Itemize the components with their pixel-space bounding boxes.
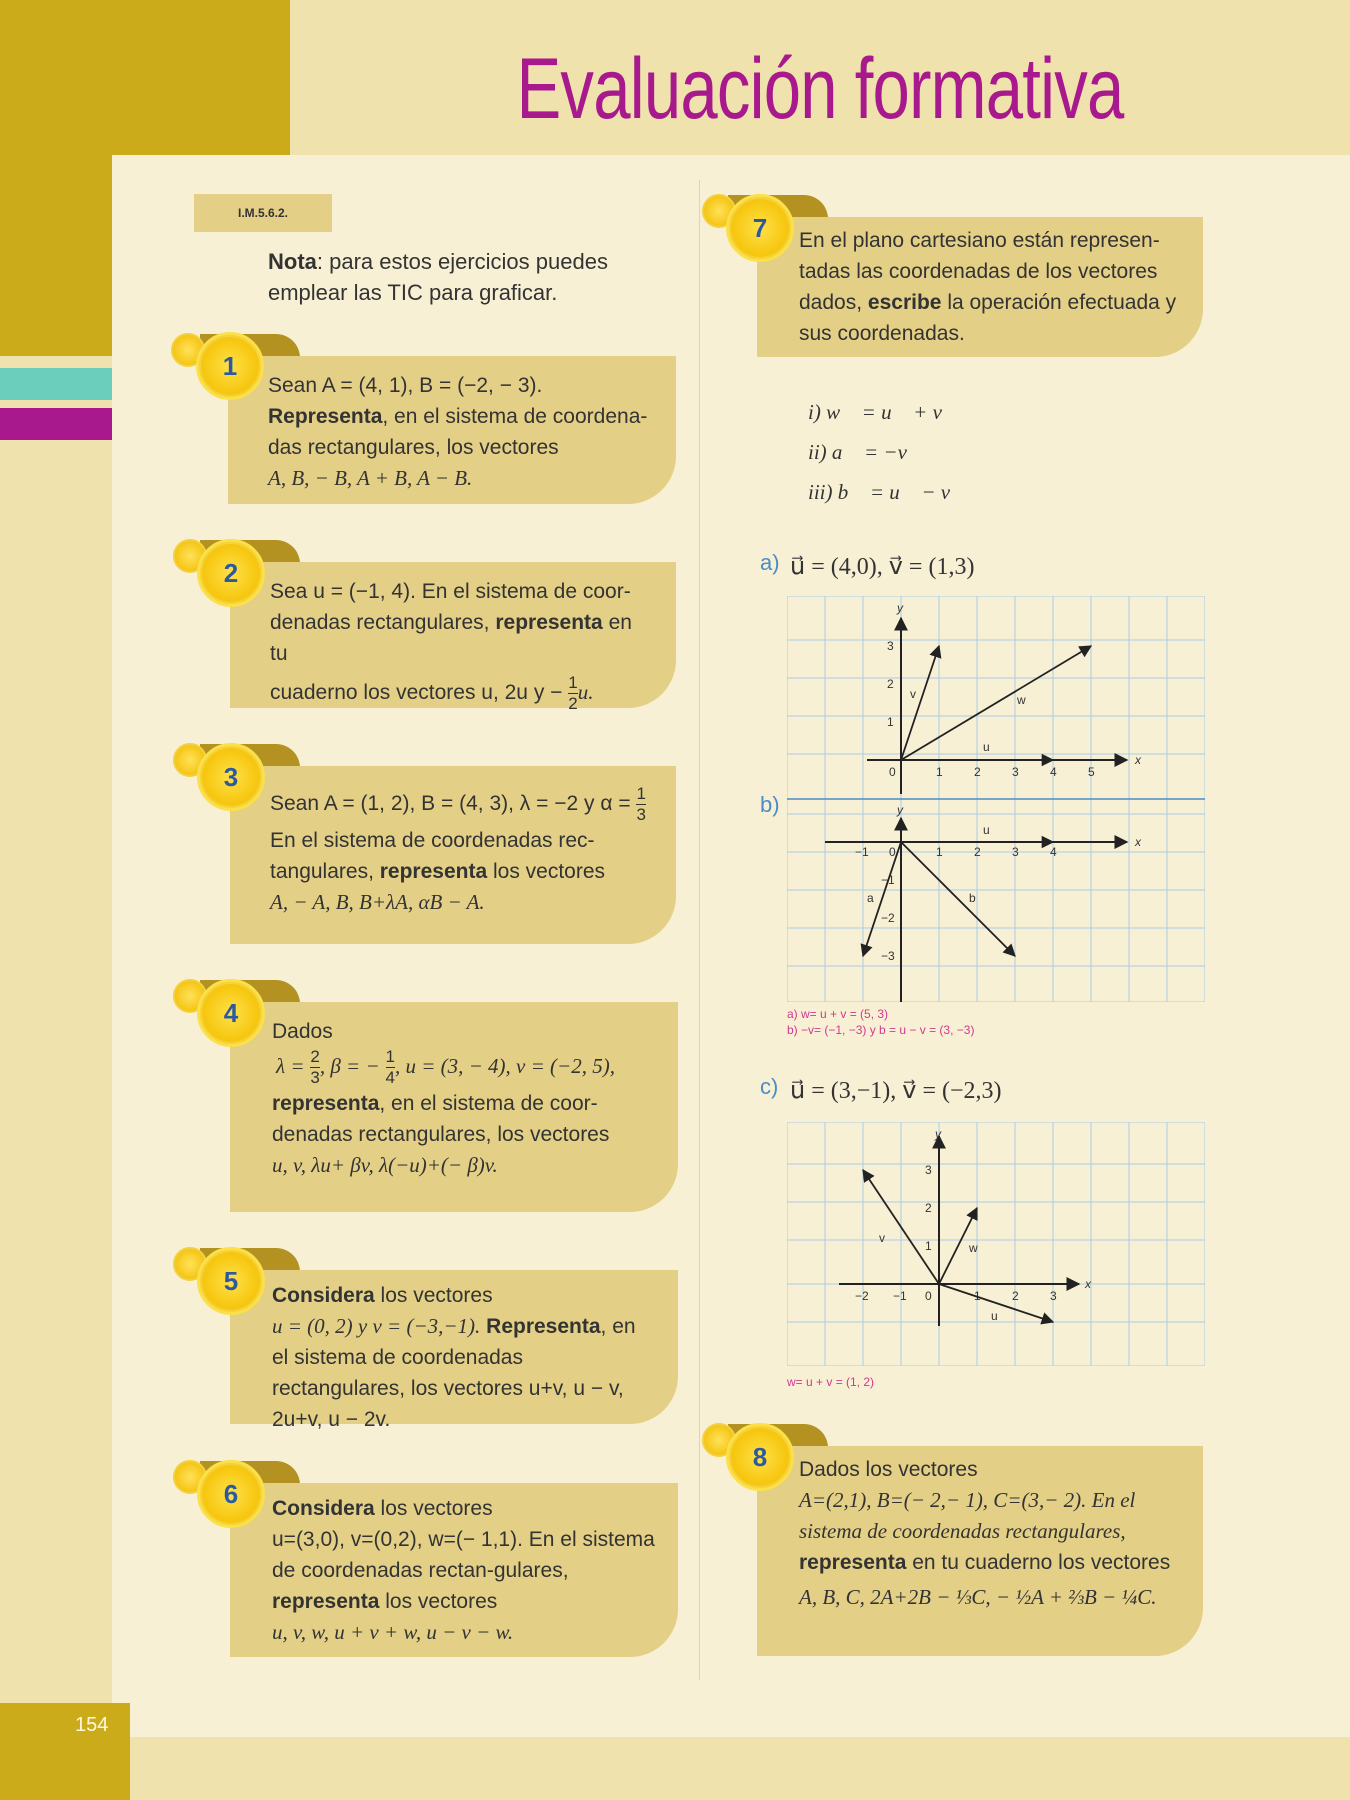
svg-text:x: x: [1085, 1277, 1091, 1291]
vector-v: [901, 646, 939, 760]
e2-frac-den: 2: [568, 693, 578, 713]
e2-line3: cuaderno los vectores u, 2u y −: [270, 681, 563, 704]
e3-frac-den: 3: [636, 805, 646, 824]
e2-fraction: [568, 673, 577, 714]
svg-text:2: 2: [925, 1201, 932, 1215]
label-w: w: [969, 1241, 978, 1255]
exercise-7-number: 7: [726, 194, 794, 262]
e2-bold: representa: [495, 611, 603, 634]
e4-line4: u, v, λu+ βv, λ(−u)+(− β)v.: [272, 1153, 498, 1177]
e4-line3: , en el sistema de coor-denadas rectangulares, los vectores: [272, 1092, 610, 1146]
e4-f1-den: 3: [310, 1068, 320, 1087]
exercise-4-number: 4: [197, 979, 265, 1047]
label-w: w: [1017, 693, 1026, 707]
svg-text:3: 3: [1012, 845, 1019, 859]
label-u: u: [983, 740, 990, 754]
graph-b-label: b): [760, 792, 780, 817]
page-number: 154: [75, 1714, 109, 1736]
label-b: b: [969, 891, 976, 905]
e5-bold1: Considera: [272, 1284, 375, 1307]
graph-c-label: c): [760, 1074, 779, 1099]
operations-list: [808, 392, 966, 512]
label-v: v: [910, 687, 916, 701]
e3-line4: A, − A, B, B+λA, αB − A.: [270, 890, 485, 914]
svg-text:0: 0: [889, 765, 896, 779]
e1-line3: A, B, − B, A + B, A − B.: [268, 466, 473, 490]
svg-text:−2: −2: [881, 911, 895, 925]
graph-c-vectors: [863, 1170, 1053, 1322]
exercise-5-number: 5: [197, 1247, 265, 1315]
svg-text:1: 1: [887, 715, 894, 729]
e3-line3: los vectores: [492, 860, 606, 883]
graph-b-vectors: [863, 842, 1053, 956]
svg-text:−3: −3: [881, 949, 895, 963]
graph-a-vectors: [901, 646, 1091, 760]
e7-bold: escribe: [867, 291, 942, 314]
svg-text:3: 3: [887, 639, 894, 653]
note-bold: Nota: [268, 249, 317, 274]
answer-a: a) w= u + v = (5, 3): [787, 1007, 889, 1021]
teal-stripe: [0, 368, 112, 400]
e4-rest: , u = (3, − 4), v = (−2, 5),: [394, 1054, 615, 1079]
answer-b: b) −v= (−1, −3) y b = u − v = (3, −3): [787, 1023, 975, 1037]
svg-text:x: x: [1135, 835, 1141, 849]
answer-ab: [787, 1006, 974, 1038]
svg-text:0: 0: [925, 1289, 932, 1303]
e5-line2: u = (0, 2) y v = (−3,−1).: [272, 1314, 481, 1338]
svg-text:y: y: [897, 803, 903, 817]
e3-line1: Sean A = (1, 2), B = (4, 3), λ = −2 y α =: [270, 792, 631, 816]
exercise-1-number: 1: [196, 332, 264, 400]
note-text: [268, 246, 688, 308]
e4-f2-den: 4: [385, 1068, 395, 1087]
graph-c-axes: [839, 1127, 1092, 1326]
e2-frac-num: 1: [568, 672, 578, 692]
e4-bold: representa: [272, 1092, 380, 1115]
e8-line2: A=(2,1), B=(− 2,− 1), C=(3,− 2). En el sistema de coordenadas rectangulares,: [799, 1488, 1136, 1543]
e4-f2-num: 1: [385, 1047, 395, 1066]
exercise-6-card: [230, 1483, 678, 1657]
e6-bold1: Considera: [272, 1497, 375, 1520]
exercise-2-number: 2: [197, 539, 265, 607]
svg-text:y: y: [935, 1127, 941, 1141]
e1-line1: Sean A = (4, 1), B = (−2, − 3).: [268, 374, 543, 397]
exercise-8-card: [757, 1446, 1203, 1656]
vector-b: [901, 842, 1015, 956]
e8-line4: A, B, C, 2A+2B − ⅓C, − ½A + ⅔B − ¼C.: [799, 1585, 1157, 1609]
e4-beta: , β = −: [319, 1054, 380, 1079]
e5-bold2: Representa: [486, 1315, 601, 1338]
e3-line2: En el sistema de coordenadas rec-tangulares,: [270, 829, 595, 883]
e1-line2: , en el sistema de coordena-das rectangulares, los vectores: [268, 405, 648, 459]
e4-fraction-1: [310, 1047, 319, 1088]
exercise-3-card: [230, 766, 676, 944]
page-title: Evaluación formativa: [516, 41, 1124, 137]
e4-fraction-2: [386, 1047, 395, 1088]
e2-line2: en tu: [270, 611, 632, 665]
column-divider: [699, 180, 700, 1680]
svg-text:1: 1: [925, 1239, 932, 1253]
svg-text:4: 4: [1050, 845, 1057, 859]
svg-text:1: 1: [936, 765, 943, 779]
svg-text:5: 5: [1088, 765, 1095, 779]
e7-line2: la operación efectuada y sus coordenadas.: [799, 291, 1177, 345]
svg-text:0: 0: [889, 845, 896, 859]
exercise-2-card: [230, 562, 676, 713]
curriculum-code: I.M.5.6.2.: [194, 194, 332, 232]
e2-line1: Sea u = (−1, 4). En el sistema de coor-denadas rectangulares,: [270, 580, 631, 634]
svg-text:3: 3: [1012, 765, 1019, 779]
e6-line1: los vectores: [380, 1497, 493, 1520]
svg-text:x: x: [1135, 753, 1141, 767]
e8-line1: Dados los vectores: [799, 1458, 978, 1481]
svg-text:y: y: [897, 601, 903, 615]
e8-bold: representa: [799, 1551, 907, 1574]
e6-line4: u, v, w, u + v + w, u − v − w.: [272, 1620, 514, 1644]
svg-text:2: 2: [974, 845, 981, 859]
graph-a-label: a): [760, 550, 780, 575]
svg-text:−2: −2: [855, 1289, 869, 1303]
label-v: v: [879, 1231, 885, 1245]
svg-text:−1: −1: [855, 845, 869, 859]
svg-text:−1: −1: [893, 1289, 907, 1303]
exercise-7-card: [757, 217, 1203, 357]
exercise-3-number: 3: [197, 743, 265, 811]
graph-c-vectors: u⃗ = (3,−1), v⃗ = (−2,3): [790, 1078, 1002, 1104]
e4-f1-num: 2: [310, 1047, 320, 1066]
magenta-stripe: [0, 408, 112, 440]
operation-item: iii) b⃗ = u⃗ − v⃗: [808, 480, 967, 504]
exercise-1-card: [228, 356, 676, 504]
svg-text:2: 2: [974, 765, 981, 779]
e6-line2: u=(3,0), v=(0,2), w=(− 1,1). En el sistema de coordenadas rectan-gulares,: [272, 1528, 655, 1582]
page-footer-band: [0, 1703, 130, 1800]
operation-item: i) w⃗ = u⃗ + v⃗: [808, 400, 959, 424]
svg-text:−1: −1: [881, 873, 895, 887]
svg-text:2: 2: [887, 677, 894, 691]
e4-line1: Dados: [272, 1020, 333, 1043]
svg-text:1: 1: [936, 845, 943, 859]
e1-bold: Representa: [268, 405, 383, 428]
svg-text:4: 4: [1050, 765, 1057, 779]
label-u: u: [983, 823, 990, 837]
graph-ab: [787, 596, 1205, 1002]
e3-fraction: [636, 784, 645, 825]
operation-item: ii) a⃗ = −v⃗: [808, 440, 924, 464]
vector-w: [901, 646, 1091, 760]
answer-c: w= u + v = (1, 2): [787, 1375, 875, 1389]
svg-text:2: 2: [1012, 1289, 1019, 1303]
svg-text:3: 3: [1050, 1289, 1057, 1303]
graph-c: [787, 1122, 1205, 1366]
e2-line3b: u.: [577, 680, 594, 704]
graph-a-vectors: u⃗ = (4,0), v⃗ = (1,3): [790, 554, 975, 580]
e6-line3: los vectores: [385, 1590, 498, 1613]
e6-bold2: representa: [272, 1590, 380, 1613]
svg-text:1: 1: [974, 1289, 981, 1303]
svg-text:3: 3: [925, 1163, 932, 1177]
label-u: u: [991, 1309, 998, 1323]
e3-bold: representa: [379, 860, 488, 883]
exercise-8-number: 8: [726, 1423, 794, 1491]
e5-line3: , en el sistema de coordenadas rectangulares, los vectores u+v, u − v, 2u+v, u − 2v.: [272, 1315, 636, 1431]
exercise-4-card: [230, 1002, 678, 1212]
grid: [787, 1122, 1205, 1366]
e8-line3: en tu cuaderno los vectores: [912, 1551, 1171, 1574]
note-body: : para estos ejercicios puedes emplear las TIC para graficar.: [268, 249, 608, 305]
exercise-6-number: 6: [197, 1460, 265, 1528]
label-a: a: [867, 891, 874, 905]
e4-lambda: λ =: [276, 1054, 305, 1079]
exercise-5-card: [230, 1270, 678, 1431]
e5-line1: los vectores: [380, 1284, 493, 1307]
e3-frac-num: 1: [636, 784, 646, 803]
e7-line1: En el plano cartesiano están represen-tadas las coordenadas de los vectores dados,: [799, 229, 1160, 314]
